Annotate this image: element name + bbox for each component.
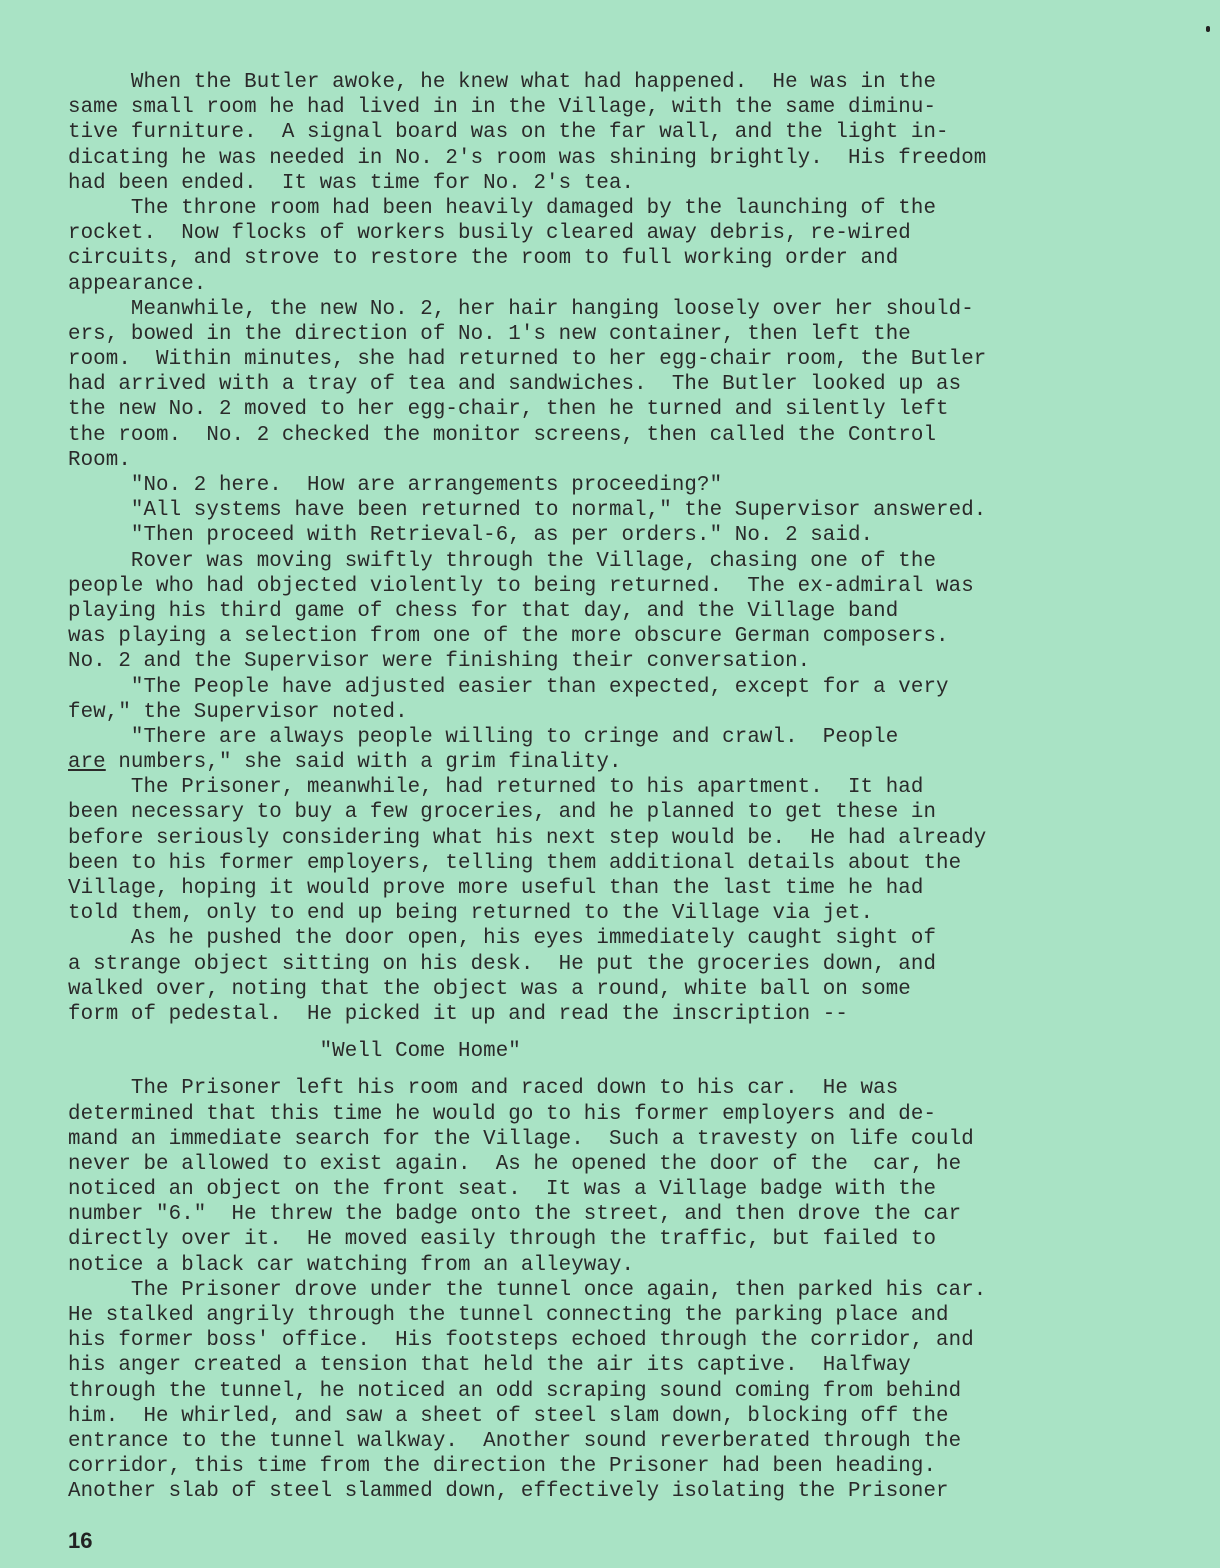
story-line: No. 2 and the Supervisor were finishing their conversation. xyxy=(68,650,811,674)
story-section-1 xyxy=(68,70,1178,750)
story-line: Another slab of steel slammed down, effectively isolating the Prisoner xyxy=(68,1480,949,1504)
story-line: determined that this time he would go to his former employers and de- xyxy=(68,1102,937,1126)
story-section-2 xyxy=(68,775,1178,1027)
story-line: walked over, noting that the object was a round, white ball on some xyxy=(68,977,911,1001)
story-line: mand an immediate search for the Village. Such a travesty on life could xyxy=(68,1127,974,1151)
story-line: He stalked angrily through the tunnel connecting the parking place and xyxy=(68,1304,949,1327)
story-line: When the Butler awoke, he knew what had happened. He was in the xyxy=(68,71,937,94)
story-line: never be allowed to exist again. As he opened the door of the car, he xyxy=(68,1152,962,1176)
story-line: Village, hoping it would prove more useful than the last time he had xyxy=(68,877,924,900)
story-line: Rover was moving swiftly through the Village, chasing one of the xyxy=(68,549,937,573)
story-section-3 xyxy=(68,1076,1178,1504)
story-line: "Then proceed with Retrieval-6, as per orders." No. 2 said. xyxy=(68,524,874,548)
story-line: through the tunnel, he noticed an odd scraping sound coming from behind xyxy=(68,1379,962,1403)
story-line: "The People have adjusted easier than expected, except for a very xyxy=(68,675,949,699)
story-line: him. He whirled, and saw a sheet of steel slam down, blocking off the xyxy=(68,1404,949,1428)
story-line: Meanwhile, the new No. 2, her hair hanging loosely over her should- xyxy=(68,297,974,321)
story-line: room. Within minutes, she had returned to her egg-chair room, the Butler xyxy=(68,348,987,372)
story-line xyxy=(68,750,1178,775)
story-line: The throne room had been heavily damaged by the launching of the xyxy=(68,196,937,220)
scan-speck xyxy=(1206,26,1210,32)
story-line: "No. 2 here. How are arrangements proceeding?" xyxy=(68,474,723,497)
story-line: The Prisoner drove under the tunnel once again, then parked his car. xyxy=(68,1278,987,1302)
story-line: entrance to the tunnel walkway. Another sound reverberated through the xyxy=(68,1429,962,1453)
story-line: same small room he had lived in in the Village, with the same diminu- xyxy=(68,96,937,120)
story-line: tive furniture. A signal board was on the far wall, and the light in- xyxy=(68,121,949,145)
story-line: told them, only to end up being returned to the Village via jet. xyxy=(68,902,874,926)
story-line: rocket. Now flocks of workers busily cleared away debris, re-wired xyxy=(68,222,911,246)
story-line: his former boss' office. His footsteps echoed through the corridor, and xyxy=(68,1329,974,1353)
story-line: circuits, and strove to restore the room to full working order and xyxy=(68,247,899,271)
story-line: notice a black car watching from an alleyway. xyxy=(68,1253,635,1277)
story-line: been necessary to buy a few groceries, and he planned to get these in xyxy=(68,801,937,825)
story-line: form of pedestal. He picked it up and read the inscription -- xyxy=(68,1002,848,1026)
story-line: Room. xyxy=(68,448,131,472)
story-line: playing his third game of chess for that day, and the Village band xyxy=(68,599,899,623)
story-line: been to his former employers, telling them additional details about the xyxy=(68,851,962,875)
story-line-rest: numbers," she said with a grim finality. xyxy=(105,751,622,775)
story-line: "There are always people willing to cringe and crawl. People xyxy=(68,725,899,749)
page-number: 16 xyxy=(68,1528,93,1553)
story-line: few," the Supervisor noted. xyxy=(68,700,408,724)
underlined-word: are xyxy=(68,751,106,775)
story-line: As he pushed the door open, his eyes immediately caught sight of xyxy=(68,927,937,951)
story-line: noticed an object on the front seat. It was a Village badge with the xyxy=(68,1178,937,1202)
story-line: number "6." He threw the badge onto the street, and then drove the car xyxy=(68,1203,962,1227)
story-line: before seriously considering what his next step would be. He had already xyxy=(68,826,987,850)
story-line: corridor, this time from the direction the Prisoner had been heading. xyxy=(68,1455,937,1479)
story-line: directly over it. He moved easily through the traffic, but failed to xyxy=(68,1228,937,1252)
story-line: dicating he was needed in No. 2's room was shining brightly. His freedom xyxy=(68,146,987,170)
story-line: people who had objected violently to being returned. The ex-admiral was xyxy=(68,574,974,598)
story-line: his anger created a tension that held the air its captive. Halfway xyxy=(68,1354,911,1378)
inscription-heading: "Well Come Home" xyxy=(68,1040,521,1064)
story-line: was playing a selection from one of the more obscure German composers. xyxy=(68,625,949,649)
story-line: "All systems have been returned to normal," the Supervisor answered. xyxy=(68,499,987,523)
story-line: The Prisoner left his room and raced down to his car. He was xyxy=(68,1077,899,1101)
story-line: appearance. xyxy=(68,272,207,296)
story-text xyxy=(68,70,1178,1505)
story-line: had been ended. It was time for No. 2's tea. xyxy=(68,171,635,195)
story-line: a strange object sitting on his desk. He put the groceries down, and xyxy=(68,952,937,976)
story-line: The Prisoner, meanwhile, had returned to his apartment. It had xyxy=(68,776,924,800)
story-line: the new No. 2 moved to her egg-chair, then he turned and silently left xyxy=(68,398,949,422)
story-line: the room. No. 2 checked the monitor screens, then called the Control xyxy=(68,423,937,447)
story-line: had arrived with a tray of tea and sandwiches. The Butler looked up as xyxy=(68,373,962,397)
story-line: ers, bowed in the direction of No. 1's new container, then left the xyxy=(68,322,911,346)
